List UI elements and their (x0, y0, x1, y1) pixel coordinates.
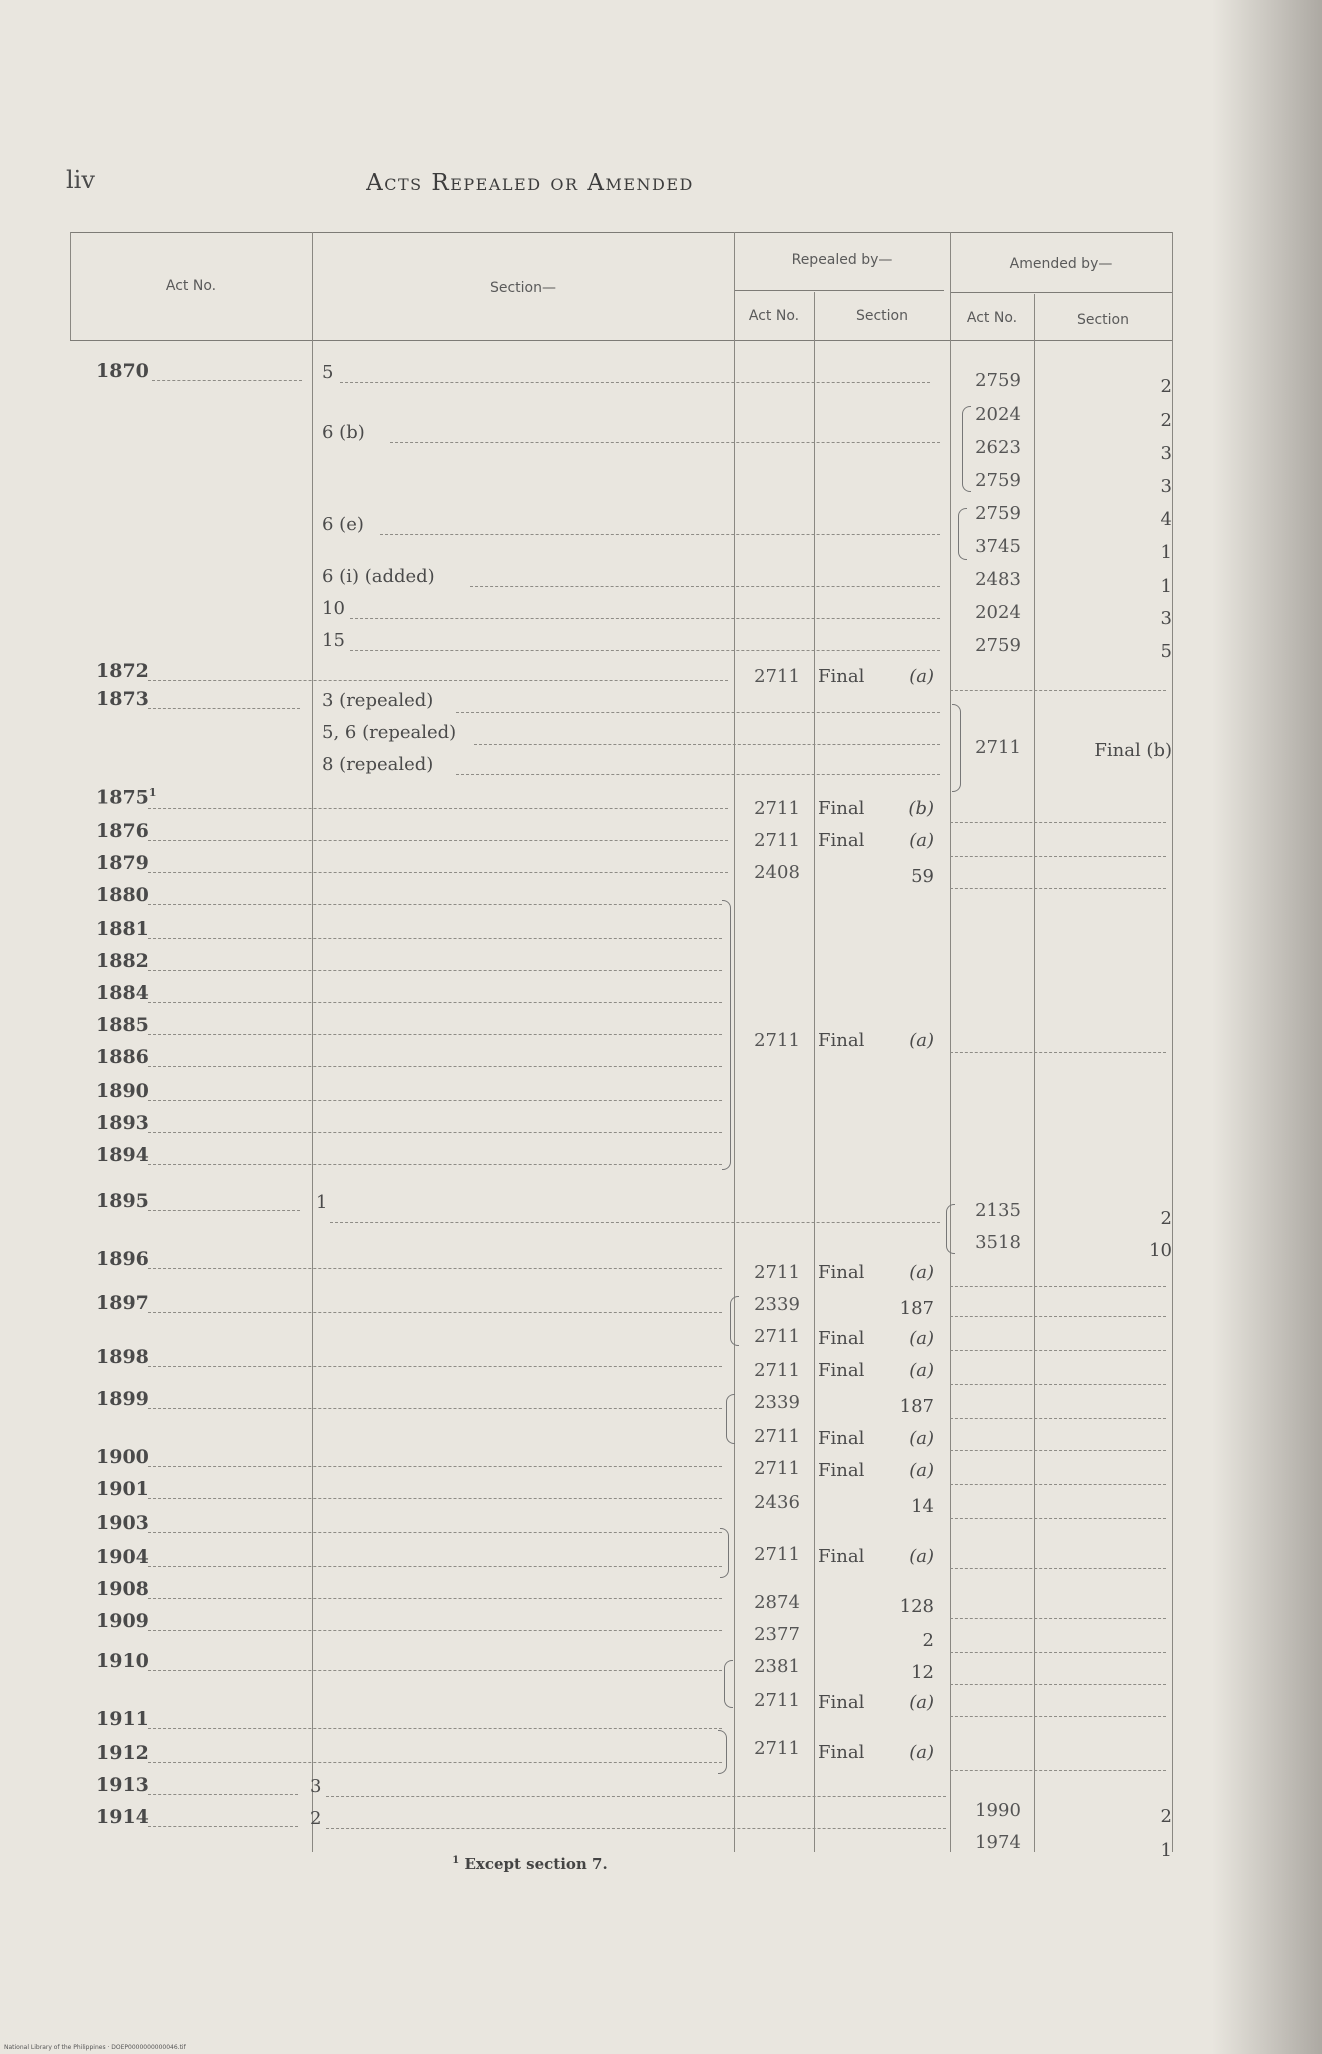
dot-leader (148, 1002, 722, 1003)
act-number: 1870 (96, 360, 149, 382)
amending-act: 2024 (975, 404, 1021, 425)
repealing-act: 2339 (754, 1294, 800, 1315)
dot-leader (148, 1408, 722, 1409)
act-number: 1885 (96, 1014, 149, 1036)
act-number: 1899 (96, 1388, 149, 1410)
dot-leader (950, 1384, 1166, 1385)
repealing-section: 2 (922, 1630, 934, 1651)
act-number: 1911 (96, 1708, 149, 1730)
dot-leader (950, 888, 1166, 889)
dot-leader (148, 1100, 722, 1101)
act-number: 1873 (96, 688, 149, 710)
dot-leader (950, 1450, 1166, 1451)
act-number: 1908 (96, 1578, 149, 1600)
repealing-section: Final (a) (818, 666, 934, 687)
act-number: 1893 (96, 1112, 149, 1134)
dot-leader (950, 690, 1166, 691)
page-edge-shadow (1212, 0, 1322, 2054)
dot-leader (148, 1312, 722, 1313)
repealing-section: 14 (911, 1496, 934, 1517)
repealing-section: Final (a) (818, 1428, 934, 1449)
dot-leader (380, 534, 940, 535)
dot-leader (148, 1066, 722, 1067)
act-number: 1897 (96, 1292, 149, 1314)
amending-section: 4 (1160, 509, 1172, 530)
act-number: 1881 (96, 918, 149, 940)
dot-leader (340, 382, 930, 383)
amending-act: 2483 (975, 569, 1021, 590)
brace-bracket (722, 900, 731, 1170)
dot-leader (148, 904, 722, 905)
dot-leader (350, 618, 940, 619)
dot-leader (950, 1052, 1166, 1053)
act-number: 1912 (96, 1742, 149, 1764)
repealing-section: Final (b) (818, 798, 934, 819)
amending-act: 2759 (975, 470, 1021, 491)
dot-leader (950, 1568, 1166, 1569)
dot-leader (950, 1484, 1166, 1485)
page-title: Acts Repealed or Amended (366, 170, 694, 196)
section-ref: 5 (322, 362, 334, 383)
dot-leader (148, 1132, 722, 1133)
amending-section: 1 (1160, 576, 1172, 597)
header-repealed-act-no: Act No. (748, 308, 800, 324)
dot-leader (950, 1618, 1166, 1619)
act-number: 1890 (96, 1080, 149, 1102)
section-ref: 2 (310, 1808, 322, 1829)
header-bottom-rule (70, 340, 1172, 341)
act-number: 1894 (96, 1144, 149, 1166)
repealing-section: Final (a) (818, 1328, 934, 1349)
repealing-act: 2711 (754, 1690, 800, 1711)
amending-act: 2623 (975, 437, 1021, 458)
header-amended-act-no: Act No. (966, 310, 1018, 326)
amending-section: 2 (1160, 1208, 1172, 1229)
dot-leader (148, 708, 300, 709)
repealing-act: 2408 (754, 862, 800, 883)
amending-act: 3745 (975, 536, 1021, 557)
header-amended-by: Amended by— (1009, 256, 1113, 272)
divider-repealed-amended (950, 232, 951, 1852)
dot-leader (152, 380, 302, 381)
amending-act: 2759 (975, 635, 1021, 656)
act-number: 1903 (96, 1512, 149, 1534)
page-number: liv (66, 166, 95, 194)
section-ref: 10 (322, 598, 345, 619)
repealing-section: Final (a) (818, 1262, 934, 1283)
brace-bracket (720, 1528, 729, 1578)
amending-act: 3518 (975, 1232, 1021, 1253)
divider-repealed-sub (814, 292, 815, 1852)
repealed-subheader-rule (734, 290, 944, 291)
dot-leader (148, 1670, 722, 1671)
repealing-act: 2711 (754, 798, 800, 819)
table-top-rule (70, 232, 1172, 233)
repealing-act: 2711 (754, 1426, 800, 1447)
repealing-act: 2711 (754, 1030, 800, 1051)
act-number: 1909 (96, 1610, 149, 1632)
amending-act: 2759 (975, 503, 1021, 524)
repealing-act: 2711 (754, 1326, 800, 1347)
act-number: 1901 (96, 1478, 149, 1500)
act-number: 1880 (96, 884, 149, 906)
dot-leader (148, 970, 722, 971)
dot-leader (456, 774, 940, 775)
repealing-act: 2339 (754, 1392, 800, 1413)
repealing-section: Final (a) (818, 1360, 934, 1381)
repealing-section: Final (a) (818, 1692, 934, 1713)
dot-leader (950, 856, 1166, 857)
act-number: 1895 (96, 1190, 149, 1212)
section-ref: 6 (b) (322, 422, 365, 443)
act-number: 1884 (96, 982, 149, 1004)
repealing-section: 187 (899, 1298, 934, 1319)
amending-section: Final (b) (1094, 740, 1172, 761)
amending-section: 2 (1160, 1806, 1172, 1827)
footnote: $^1$ Except section 7. (452, 1855, 608, 1873)
dot-leader (950, 1316, 1166, 1317)
repealing-section: Final (a) (818, 1546, 934, 1567)
amending-section: 10 (1149, 1240, 1172, 1261)
dot-leader (148, 1794, 298, 1795)
act-number: 1913 (96, 1774, 149, 1796)
repealing-act: 2711 (754, 1262, 800, 1283)
repealing-act: 2874 (754, 1592, 800, 1613)
section-ref: 5, 6 (repealed) (322, 722, 457, 743)
amending-act: 1974 (975, 1832, 1021, 1853)
dot-leader (148, 680, 728, 681)
dot-leader (148, 938, 722, 939)
dot-leader (390, 442, 940, 443)
amending-act: 2135 (975, 1200, 1021, 1221)
section-ref: 6 (i) (added) (322, 566, 435, 587)
dot-leader (330, 1222, 940, 1223)
repealing-section: Final (a) (818, 1030, 934, 1051)
repealing-section: 187 (899, 1396, 934, 1417)
act-number: 1875$^1$ (96, 786, 157, 809)
dot-leader (950, 1350, 1166, 1351)
header-section: Section— (489, 280, 556, 296)
amending-section: 2 (1160, 376, 1172, 397)
divider-act-section (312, 232, 313, 1852)
brace-bracket (718, 1730, 727, 1774)
dot-leader (148, 840, 728, 841)
dot-leader (456, 712, 940, 713)
dot-leader (148, 1826, 298, 1827)
amending-section: 2 (1160, 410, 1172, 431)
repealing-section: 128 (899, 1596, 934, 1617)
repealing-act: 2711 (754, 1360, 800, 1381)
act-number: 1879 (96, 852, 149, 874)
dot-leader (470, 586, 940, 587)
section-ref: 1 (316, 1192, 328, 1213)
dot-leader (148, 1034, 722, 1035)
repealing-section: 12 (911, 1662, 934, 1683)
dot-leader (950, 822, 1166, 823)
brace-bracket (726, 1394, 735, 1444)
dot-leader (148, 1762, 722, 1763)
act-number: 1882 (96, 950, 149, 972)
amending-act: 2024 (975, 602, 1021, 623)
section-ref: 8 (repealed) (322, 754, 434, 775)
dot-leader (950, 1716, 1166, 1717)
repealing-act: 2711 (754, 1544, 800, 1565)
repealing-act: 2711 (754, 1458, 800, 1479)
dot-leader (950, 1652, 1166, 1653)
header-repealed-by: Repealed by— (791, 252, 893, 268)
dot-leader (148, 1728, 722, 1729)
act-number: 1914 (96, 1806, 149, 1828)
repealing-act: 2436 (754, 1492, 800, 1513)
dot-leader (148, 1268, 722, 1269)
repealing-section: Final (a) (818, 1742, 934, 1763)
dot-leader (148, 1466, 722, 1467)
act-number: 1900 (96, 1446, 149, 1468)
repealing-act: 2711 (754, 830, 800, 851)
repealing-section: Final (a) (818, 1460, 934, 1481)
act-number: 1872 (96, 660, 149, 682)
amending-section: 1 (1160, 542, 1172, 563)
dot-leader (326, 1796, 946, 1797)
section-ref: 3 (310, 1776, 322, 1797)
section-ref: 15 (322, 630, 345, 651)
header-repealed-section: Section (855, 308, 908, 324)
dot-leader (148, 1366, 722, 1367)
amended-subheader-rule (950, 292, 1172, 293)
brace-bracket (724, 1660, 733, 1708)
brace-bracket (730, 1296, 739, 1346)
dot-leader (148, 1630, 722, 1631)
amending-section: 3 (1160, 608, 1172, 629)
dot-leader (950, 1286, 1166, 1287)
amending-act: 2759 (975, 370, 1021, 391)
dot-leader (148, 808, 728, 809)
dot-leader (148, 1210, 300, 1211)
amending-act: 1990 (975, 1800, 1021, 1821)
act-number: 1876 (96, 820, 149, 842)
repealing-section: 59 (911, 866, 934, 887)
act-number: 1904 (96, 1546, 149, 1568)
repealing-act: 2711 (754, 666, 800, 687)
section-ref: 6 (e) (322, 514, 364, 535)
amending-section: 1 (1160, 1840, 1172, 1861)
dot-leader (950, 1770, 1166, 1771)
act-number: 1886 (96, 1046, 149, 1068)
dot-leader (950, 1684, 1166, 1685)
amending-act: 2711 (975, 737, 1021, 758)
header-act-no: Act No. (165, 278, 217, 294)
dot-leader (950, 1518, 1166, 1519)
act-number: 1896 (96, 1248, 149, 1270)
dot-leader (148, 1498, 722, 1499)
dot-leader (326, 1828, 946, 1829)
right-border (1172, 232, 1173, 1852)
brace-bracket (946, 1204, 955, 1254)
repealing-section: Final (a) (818, 830, 934, 851)
dot-leader (148, 1566, 722, 1567)
repealing-act: 2711 (754, 1738, 800, 1759)
divider-section-repealed (734, 232, 735, 1852)
library-stamp: National Library of the Philippines · DOEP0000000000046.tif (4, 2044, 186, 2051)
act-number: 1910 (96, 1650, 149, 1672)
amending-section: 5 (1160, 641, 1172, 662)
dot-leader (148, 872, 728, 873)
dot-leader (350, 650, 940, 651)
section-ref: 3 (repealed) (322, 690, 434, 711)
act-number: 1898 (96, 1346, 149, 1368)
amending-section: 3 (1160, 443, 1172, 464)
repealing-act: 2381 (754, 1656, 800, 1677)
dot-leader (148, 1598, 722, 1599)
header-amended-section: Section (1076, 312, 1129, 328)
dot-leader (148, 1164, 722, 1165)
repealing-act: 2377 (754, 1624, 800, 1645)
amending-section: 3 (1160, 476, 1172, 497)
dot-leader (474, 744, 940, 745)
dot-leader (950, 1418, 1166, 1419)
dot-leader (148, 1532, 722, 1533)
